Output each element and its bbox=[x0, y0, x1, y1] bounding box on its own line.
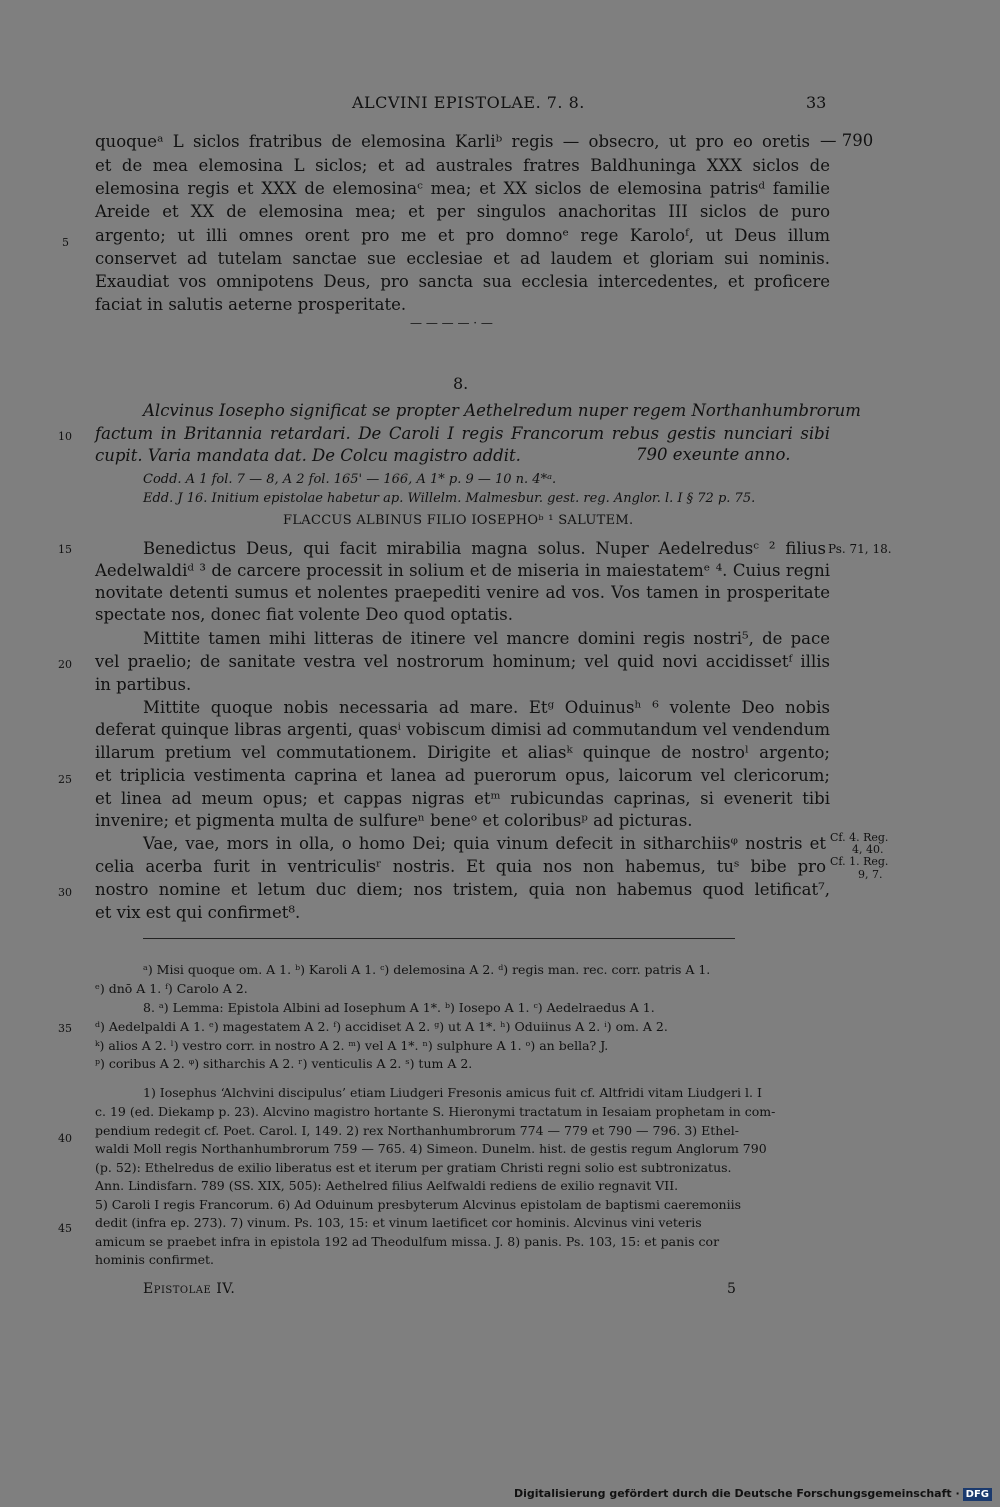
margin-ref-reg2: Cf. 1. Reg. bbox=[830, 855, 889, 868]
signature-mark: 5 bbox=[727, 1281, 736, 1297]
margin-ref-ps: Ps. 71, 18. bbox=[828, 542, 892, 556]
body-line: Benedictus Deus, qui facit mirabilia magna solus. Nuper Aedelredusᶜ ² filius bbox=[143, 539, 826, 558]
line-number: 30 bbox=[58, 886, 72, 899]
edd: Edd. J 16. Initium epistolae habetur ap. Willelm. Malmesbur. gest. reg. Anglor. l. I § 72 p. 75. bbox=[143, 491, 756, 506]
body-line: in partibus. bbox=[95, 675, 192, 694]
variant-line: 8. ᵃ) Lemma: Epistola Albini ad Iosephum A 1*. ᵇ) Iosepo A 1. ᶜ) Aedelraedus A 1. bbox=[143, 1000, 655, 1015]
line-number: 20 bbox=[58, 658, 72, 671]
body-line: celia acerba furit in ventriculisʳ nostris. Et quia nos non habemus, tuˢ bibe pro bbox=[95, 857, 826, 876]
body-line: vel praelio; de sanitate vestra vel nostrorum hominum; vel quid novi accidissetᶠ illis bbox=[95, 652, 830, 671]
variant-line: ᵖ) coribus A 2. ᵠ) sitharchis A 2. ʳ) venticulis A 2. ˢ) tum A 2. bbox=[95, 1056, 473, 1071]
variant-line: ᵉ) dnō A 1. ᶠ) Carolo A 2. bbox=[95, 981, 248, 996]
commentary-line: dedit (infra ep. 273). 7) vinum. Ps. 103, 15: et vinum laetificet cor hominis. Alcvinus vini veteris bbox=[95, 1215, 702, 1230]
collection-title: Epistolae IV. bbox=[143, 1281, 236, 1297]
salutation: FLACCUS ALBINUS FILIO IOSEPHOᵇ ¹ SALUTEM. bbox=[283, 513, 634, 528]
text-line: quoqueᵃ L siclos fratribus de elemosina Karliᵇ regis — obsecro, ut pro eo oretis bbox=[95, 132, 810, 151]
body-line: Mittite tamen mihi litteras de itinere vel mancre domini regis nostri⁵, de pace bbox=[143, 629, 830, 648]
line-number: 15 bbox=[58, 543, 72, 556]
body-line: Aedelwaldiᵈ ³ de carcere processit in solium et de miseria in maiestatemᵉ ⁴. Cuius regni bbox=[95, 561, 830, 580]
variant-line: ᵏ) alios A 2. ˡ) vestro corr. in nostro A 2. ᵐ) vel A 1*. ⁿ) sulphure A 1. ᵒ) an bella? J. bbox=[95, 1038, 609, 1053]
line-number: 40 bbox=[58, 1132, 72, 1145]
body-line: et vix est qui confirmet⁸. bbox=[95, 903, 301, 922]
date: 790 exeunte anno. bbox=[636, 445, 791, 464]
variant-line: ᵈ) Aedelpaldi A 1. ᵉ) magestatem A 2. ᶠ) accidiset A 2. ᵍ) ut A 1*. ʰ) Oduiinus A 2. ⁱ) om. A 2. bbox=[95, 1019, 668, 1034]
text-line: Exaudiat vos omnipotens Deus, pro sancta sua ecclesia intercedentes, et proficere bbox=[95, 272, 830, 291]
text-line: faciat in salutis aeterne prosperitate. bbox=[95, 295, 407, 314]
commentary-line: Ann. Lindisfarn. 789 (SS. XIX, 505): Aethelred filius Aelfwaldi rediens de exilio regnavit VII. bbox=[95, 1178, 679, 1193]
text-line: conservet ad tutelam sanctae sue ecclesiae et ad laudem et gloriam sui nominis. bbox=[95, 249, 830, 268]
line-number: 25 bbox=[58, 773, 72, 786]
text-line: Areide et XX de elemosina mea; et per singulos anachoritas III siclos de puro bbox=[95, 202, 830, 221]
page-number: 33 bbox=[806, 93, 827, 112]
body-line: et linea ad meum opus; et cappas nigras etᵐ rubicundas caprinas, si evenerit tibi bbox=[95, 789, 830, 808]
variant-line: ᵃ) Misi quoque om. A 1. ᵇ) Karoli A 1. ᶜ) delemosina A 2. ᵈ) regis man. rec. corr. patris A 1. bbox=[143, 962, 711, 977]
summary-line: factum in Britannia retardari. De Caroli I regis Francorum rebus gestis nunciari sibi bbox=[95, 424, 830, 443]
footnote-rule bbox=[143, 938, 735, 939]
line-number: 35 bbox=[58, 1022, 72, 1035]
commentary-line: waldi Moll regis Northanhumbrorum 759 — 765. 4) Simeon. Dunelm. hist. de gestis regum Anglorum 790 bbox=[95, 1141, 767, 1156]
summary-line: cupit. Varia mandata dat. De Colcu magistro addit. bbox=[95, 446, 521, 465]
commentary-line: c. 19 (ed. Diekamp p. 23). Alcvino magistro hortante S. Hieronymi tractatum in Iesaiam prophetam in com- bbox=[95, 1104, 776, 1119]
line-number: 5 bbox=[62, 236, 69, 249]
commentary-line: (p. 52): Ethelredus de exilio liberatus est et iterum per gratiam Christi regni solio est subtronizatus. bbox=[95, 1160, 732, 1175]
body-line: Vae, vae, mors in olla, o homo Dei; quia vinum defecit in sitharchiisᵠ nostris et bbox=[143, 834, 826, 853]
body-line: invenire; et pigmenta multa de sulfureⁿ beneᵒ et coloribusᵖ ad picturas. bbox=[95, 811, 693, 830]
body-line: nostro nomine et letum duc diem; nos tristem, quia non habemus quod letificat⁷, bbox=[95, 880, 830, 899]
body-line: et triplicia vestimenta caprina et lanea ad puerorum opus, laicorum vel clericorum; bbox=[95, 766, 830, 785]
body-line: novitate detenti sumus et nolentes praepediti venire ad vos. Vos tamen in prosperitate bbox=[95, 583, 830, 602]
commentary-line: 5) Caroli I regis Francorum. 6) Ad Oduinum presbyterum Alcvinus epistolam de baptismi caeremoniis bbox=[95, 1197, 741, 1212]
margin-ref-reg2: 9, 7. bbox=[858, 868, 883, 881]
commentary-line: amicum se praebet infra in epistola 192 ad Theodulfum missa. J. 8) panis. Ps. 103, 15: et panis cor bbox=[95, 1234, 720, 1249]
dfg-credit-text: Digitalisierung gefördert durch die Deutsche Forschungsgemeinschaft · bbox=[513, 1487, 960, 1500]
text-line: et de mea elemosina L siclos; et ad australes fratres Baldhuninga XXX siclos de bbox=[95, 156, 830, 175]
body-line: Mittite quoque nobis necessaria ad mare. Etᵍ Oduinusʰ ⁶ volente Deo nobis bbox=[143, 698, 830, 717]
margin-ref-reg1: 4, 40. bbox=[852, 843, 884, 856]
letter-number: 8. bbox=[453, 374, 469, 393]
body-line: spectate nos, donec fiat volente Deo quod optatis. bbox=[95, 605, 514, 624]
margin-ref-reg1: Cf. 4. Reg. bbox=[830, 831, 889, 844]
dfg-credit bbox=[514, 1487, 992, 1501]
text-line: elemosina regis et XXX de elemosinaᶜ mea; et XX siclos de elemosina patrisᵈ familie bbox=[95, 179, 830, 198]
year-margin: — 790 bbox=[820, 131, 874, 150]
summary-line: Alcvinus Iosepho significat se propter Aethelredum nuper regem Northanhumbrorum bbox=[143, 401, 861, 420]
running-title: ALCVINI EPISTOLAE. 7. 8. bbox=[352, 93, 585, 112]
body-line: deferat quinque libras argenti, quasⁱ vobiscum dimisi ad commutandum vel vendendum bbox=[95, 720, 830, 739]
dfg-logo: DFG bbox=[963, 1488, 992, 1501]
body-line: illarum pretium vel commutationem. Dirigite et aliasᵏ quinque de nostroˡ argento; bbox=[95, 743, 830, 762]
commentary-line: hominis confirmet. bbox=[95, 1252, 215, 1267]
codd: Codd. A 1 fol. 7 — 8, A 2 fol. 165' — 166, A 1* p. 9 — 10 n. 4*ᵃ. bbox=[143, 472, 557, 487]
text-line: argento; ut illi omnes orent pro me et pro domnoᵉ rege Karoloᶠ, ut Deus illum bbox=[95, 226, 830, 245]
commentary-line: pendium redegit cf. Poet. Carol. I, 149. 2) rex Northanhumbrorum 774 — 779 et 790 — 796. 3) Ethel- bbox=[95, 1123, 739, 1138]
separator-dashes: — — — — · — bbox=[410, 316, 493, 330]
line-number: 45 bbox=[58, 1222, 72, 1235]
line-number: 10 bbox=[58, 430, 72, 443]
commentary-line: 1) Iosephus ‘Alchvini discipulus’ etiam Liudgeri Fresonis amicus fuit cf. Altfridi vitam Liudgeri l. I bbox=[143, 1085, 762, 1100]
